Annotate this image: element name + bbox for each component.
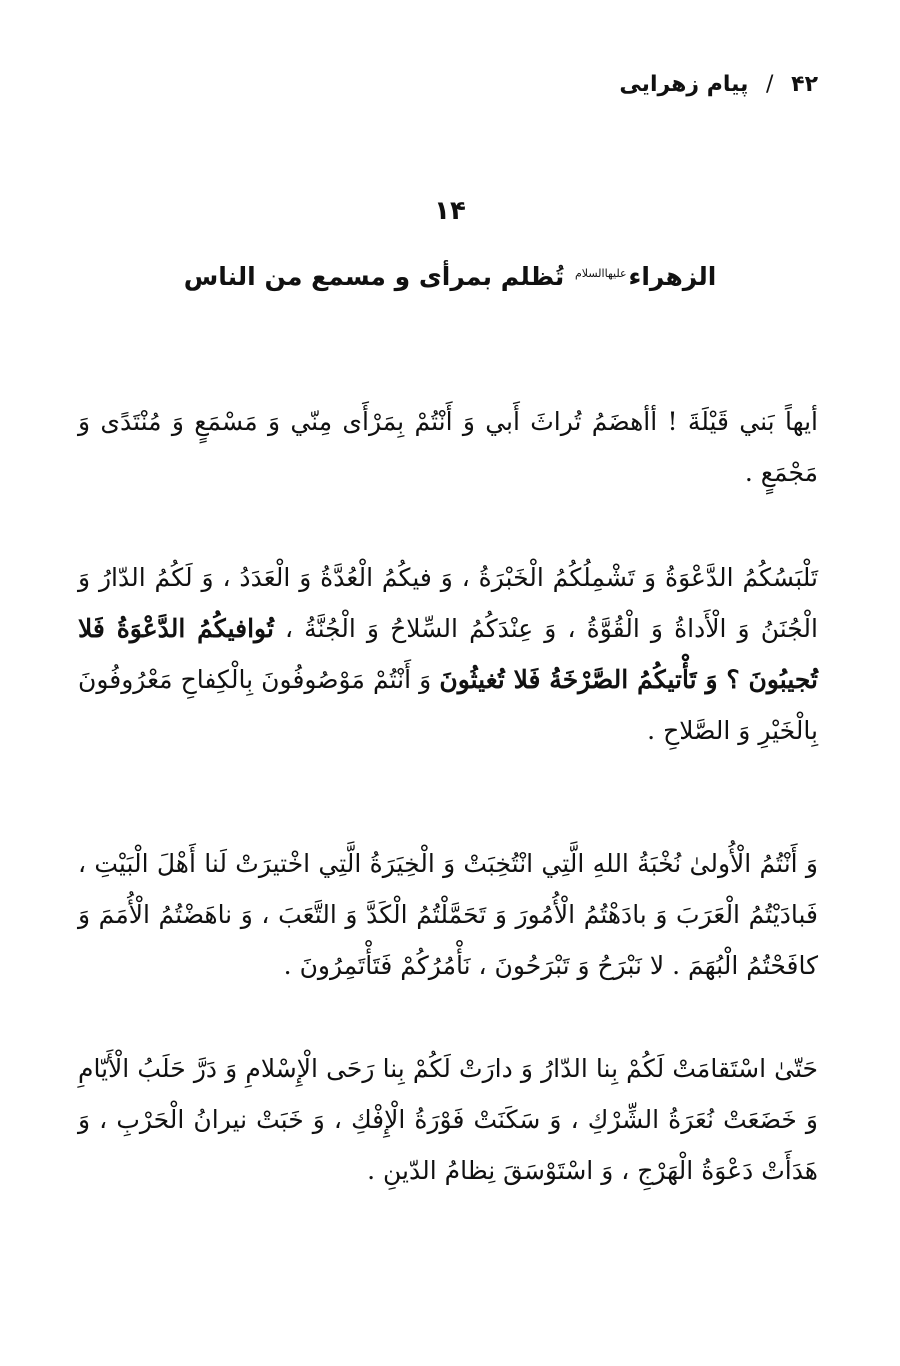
- running-header: [619, 72, 818, 97]
- paragraph-4-text: حَتّىٰ اسْتَقامَتْ لَكُمْ بِنا الدّارُ وَ دارَتْ لَكُمْ بِنا رَحَى الْإِسْلامِ وَ دَرَّ حَلَبُ الْأَيّامِ وَ خَضَعَتْ نُعَرَةُ الشِّرْكِ ، وَ سَكَنَتْ فَوْرَةُ الْإِفْكِ ، وَ خَبَتْ نيرانُ الْحَرْبِ ، وَ هَدَأَتْ دَعْوَةُ الْهَرْجِ ، وَ اسْتَوْسَقَ نِظامُ الدّينِ .: [78, 1054, 818, 1185]
- paragraph-2: [78, 552, 818, 756]
- paragraph-2-part2: وَ أَنْتُمْ مَوْصُوفُونَ بِالْكِفاحِ مَعْرُوفُونَ بِالْخَيْرِ وَ الصَّلاحِ .: [78, 665, 818, 745]
- paragraph-2-bold: تُوافيكُمُ الدَّعْوَةُ فَلا تُجيبُونَ ؟ وَ تَأْتيكُمُ الصَّرْخَةُ فَلا تُغيثُونَ: [78, 614, 818, 694]
- paragraph-3-text: وَ أَنْتُمُ الْأُولىٰ نُخْبَةُ اللهِ الَّتِي انْتُخِبَتْ وَ الْخِيَرَةُ الَّتِي اخْتيرَتْ لَنا أَهْلَ الْبَيْتِ ، فَبادَيْتُمُ الْعَرَبَ وَ بادَهْتُمُ الْأُمُورَ وَ تَحَمَّلْتُمُ الْكَدَّ وَ التَّعَبَ ، وَ ناهَضْتُمُ الْأُمَمَ وَ كافَحْتُمُ الْبُهَمَ . لا نَبْرَحُ وَ تَبْرَحُونَ ، نَأْمُرُكُمْ فَتَأْتَمِرُونَ .: [78, 849, 818, 980]
- paragraph-2-text: [78, 552, 818, 756]
- paragraph-2-part1: تَلْبَسُكُمُ الدَّعْوَةُ وَ تَشْمِلُكُمُ الْخَبْرَةُ ، وَ فيكُمُ الْعُدَّةُ وَ الْعَدَدُ ، وَ لَكُمُ الدّارُ وَ الْجُنَنُ وَ الْأَداةُ وَ الْقُوَّةُ ، وَ عِنْدَكُمُ السِّلاحُ وَ الْجُنَّةُ ،: [78, 563, 818, 643]
- page-number: ۴۲: [791, 72, 818, 97]
- chapter-title-part1: الزهراء: [628, 262, 717, 291]
- paragraph-3: [78, 838, 818, 991]
- header-separator: /: [766, 72, 774, 97]
- chapter-title-part2: تُظلم بمرأى و مسمع من الناس: [183, 262, 565, 291]
- paragraph-1: [78, 396, 818, 498]
- chapter-number: ۱۴: [434, 196, 466, 226]
- paragraph-4: [78, 1043, 818, 1196]
- honorific-mark: علیهاالسلام: [575, 267, 627, 280]
- paragraph-1-text: أيهاً بَني قَيْلَةَ ! أأهضَمُ تُراثَ أَبي وَ أَنْتُمْ بِمَرْأَى مِنّي وَ مَسْمَعٍ وَ مُنْتَدًى وَ مَجْمَعٍ .: [78, 407, 818, 487]
- chapter-title: [0, 262, 900, 291]
- book-title: پیام زهرایی: [619, 72, 749, 97]
